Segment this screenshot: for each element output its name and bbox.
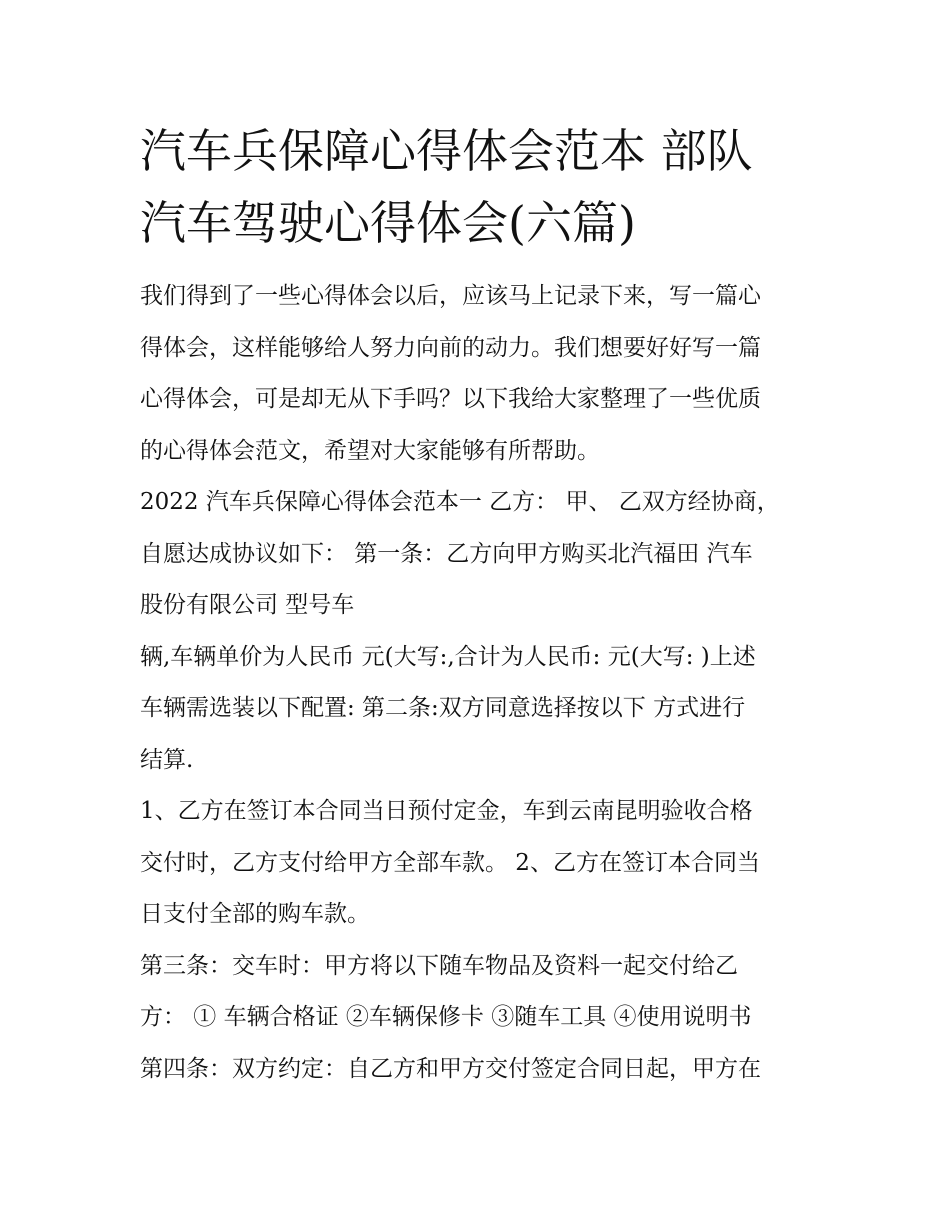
document-title [140, 115, 820, 259]
text-line: 1、乙方在签订本合同当日预付定金，车到云南昆明验收合格 [140, 798, 753, 824]
text-line: 心得体会，可是却无从下手吗？以下我给大家整理了一些优质 [140, 386, 761, 412]
text-line: 股份有限公司 型号车 [140, 592, 355, 618]
text-line: 自愿达成协议如下： 第一条：乙方向甲方购买北汽福田 汽车 [140, 540, 753, 567]
intro-paragraph [140, 271, 820, 477]
text-line: 我们得到了一些心得体会以后，应该马上记录下来，写一篇心 [140, 283, 761, 309]
title-line: 汽车驾驶心得体会(六篇) [140, 196, 636, 250]
text-line: 的心得体会范文，希望对大家能够有所帮助。 [140, 437, 600, 464]
payment-terms-paragraph [140, 786, 820, 941]
text-line: 第三条：交车时：甲方将以下随车物品及资料一起交付给乙 [140, 952, 738, 979]
text-line: 交付时，乙方支付给甲方全部车款。 2、乙方在签订本合同当 [140, 849, 760, 876]
text-line: 方： ① 车辆合格证 ②车辆保修卡 ③随车工具 ④使用说明书 [140, 1004, 752, 1030]
text-line: 日支付全部的购车款。 [140, 901, 370, 927]
vehicle-price-paragraph [140, 632, 820, 787]
document-body [140, 115, 820, 1095]
article-four-paragraph [140, 1044, 820, 1096]
text-line: 车辆需选装以下配置: 第二条:双方同意选择按以下 方式进行 [140, 695, 746, 721]
text-line: 2022 汽车兵保障心得体会范本一 乙方： 甲、 乙双方经协商， [140, 489, 780, 515]
text-line: 辆,车辆单价为人民币 元(大写:,合计为人民币: 元(大写: )上述 [140, 643, 756, 670]
sample-one-paragraph [140, 477, 820, 632]
document-paragraphs [140, 271, 820, 1095]
title-line: 汽车兵保障心得体会范本 部队 [140, 124, 753, 178]
article-three-paragraph [140, 941, 820, 1044]
text-line: 第四条：双方约定：自乙方和甲方交付签定合同日起，甲方在 [140, 1055, 761, 1082]
text-line: 得体会，这样能够给人努力向前的动力。我们想要好好写一篇 [140, 334, 761, 361]
text-line: 结算. [140, 746, 194, 773]
